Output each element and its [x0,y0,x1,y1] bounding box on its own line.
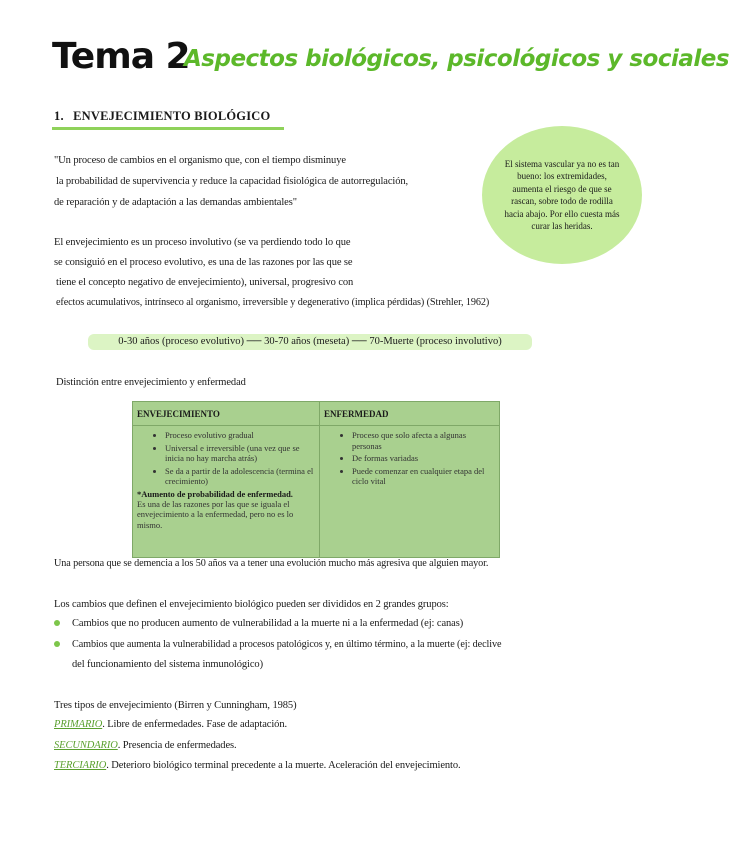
changes-intro: Los cambios que definen el envejecimiento biológico pueden ser divididos en 2 grandes grupos: [54,599,449,610]
table-header-disease: ENFERMEDAD [320,402,500,426]
callout-circle [482,126,642,264]
type-desc: . Deterioro biológico terminal precedente a la muerte. Aceleración del envejecimiento. [106,760,461,771]
aging-note-body: Es una de las razones por las que se iguala el envejecimiento a la enfermedad, pero no es lo mismo. [137,498,294,530]
disease-item: • Puede comenzar en cualquier etapa del ciclo vital [352,466,495,487]
age-stages-highlight: 0-30 años (proceso evolutivo) ── 30-70 años (meseta) ── 70-Muerte (proceso involutivo) [88,334,532,350]
aging-note-title: *Aumento de probabilidad de enfermedad. [137,488,293,499]
comparison-table [132,401,500,558]
changes-bullet-continuation: del funcionamiento del sistema inmunológico) [72,659,263,670]
page-subtitle: Aspectos biológicos, psicológicos y sociales [184,46,729,72]
type-term: TERCIARIO [54,760,107,771]
aging-item: • Se da a partir de la adolescencia (termina el crecimiento) [165,466,315,487]
type-item [54,756,461,775]
aging-item: • Proceso evolutivo gradual [165,430,315,441]
quote-line: la probabilidad de supervivencia y reduce la capacidad fisiológica de autorregulación, [56,176,409,187]
type-desc: . Libre de enfermedades. Fase de adaptación. [102,719,287,730]
paragraph-line: efectos acumulativos, intrínseco al organismo, irreversible y degenerativo (implica pérdidas) (Strehler, 1962) [56,297,490,308]
type-term: SECUNDARIO [54,740,118,751]
section-number: 1. [54,109,64,123]
dementia-line: Una persona que se demencia a los 50 años va a tener una evolución mucho más agresiva que alguien mayor. [54,558,489,569]
paragraph-line: se consiguió en el proceso evolutivo, es una de las razones por las que se [54,257,353,268]
changes-bullet: Cambios que no producen aumento de vulnerabilidad a la muerte ni a la enfermedad (ej: canas) [72,618,464,629]
distinction-label: Distinción entre envejecimiento y enfermedad [56,377,246,388]
disease-item: • Proceso que solo afecta a algunas personas [352,430,495,451]
quote-line: de reparación y de adaptación a las demandas ambientales" [54,197,297,208]
type-term: PRIMARIO [54,719,103,730]
disease-cell [320,426,500,558]
section-heading [54,109,270,124]
paragraph-line: tiene el concepto negativo de envejecimiento), universal, progresivo con [56,277,354,288]
callout-text: El sistema vascular ya no es tan bueno: los extremidades, aumenta el riesgo de que se rascan, sobre todo de rodilla hacia abajo. Por ello cuesta más curar las heridas. [504,158,620,231]
quote-line: "Un proceso de cambios en el organismo que, con el tiempo disminuye [54,155,346,166]
section-heading-text: ENVEJECIMIENTO BIOLÓGICO [73,109,271,123]
aging-item: • Universal e irreversible (una vez que se inicia no hay marcha atrás) [165,443,315,464]
page-title: Tema 2 [52,36,190,77]
table-header-aging: ENVEJECIMIENTO [133,402,320,426]
types-intro: Tres tipos de envejecimiento (Birren y Cunningham, 1985) [54,700,297,711]
section-underline [52,127,284,130]
bullet-dot [54,620,60,626]
type-item [54,736,237,755]
paragraph-line: El envejecimiento es un proceso involutivo (se va perdiendo todo lo que [54,237,351,248]
disease-list [324,430,495,487]
type-desc: . Presencia de enfermedades. [117,740,237,751]
aging-cell [133,426,320,558]
type-item [54,715,287,734]
aging-list [137,430,315,487]
bullet-dot [54,641,60,647]
changes-bullet: Cambios que aumenta la vulnerabilidad a procesos patológicos y, en último término, a la muerte (ej: declive [72,639,502,650]
disease-item: • De formas variadas [352,453,495,464]
